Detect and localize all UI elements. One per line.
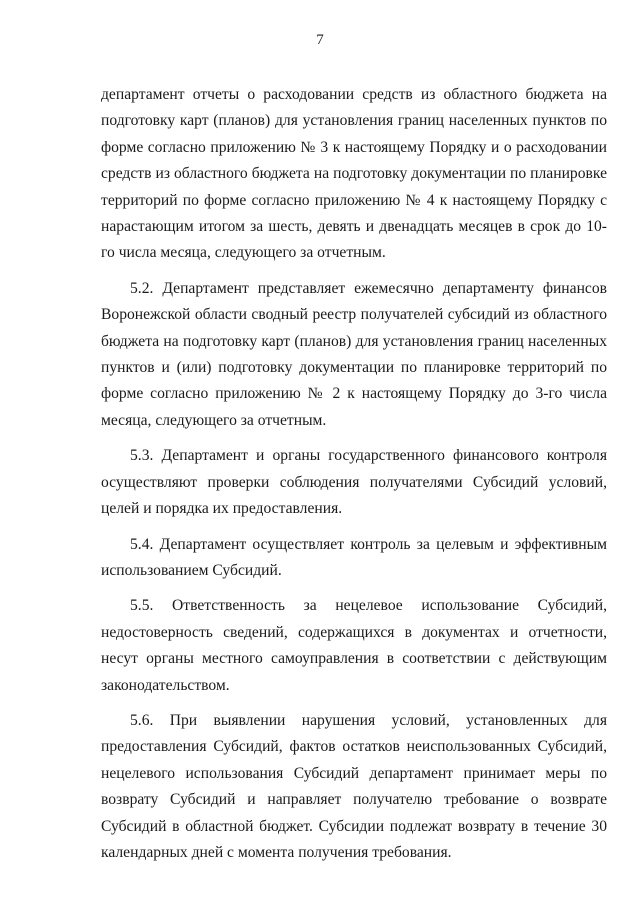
document-body <box>101 82 607 875</box>
paragraph-continuation: департамент отчеты о расходовании средств из областного бюджета на подготовку карт (планов) для установления границ населенных пунктов по форме согласно приложению № 3 к настоящему Порядку и о расходовании средств из областного бюджета на подготовку документации по планировке территорий по форме согласно приложению № 4 к настоящему Порядку с нарастающим итогом за шесть, девять и двенадцать месяцев в срок до 10-го числа месяца, следующего за отчетным. <box>101 86 607 262</box>
paragraph-5-5: 5.5. Ответственность за нецелевое использование Субсидий, недостоверность сведений, содержащихся в документах и отчетности, несут органы местного самоуправления в соответствии с действующим законодательством. <box>101 597 607 694</box>
paragraph-5-3: 5.3. Департамент и органы государственного финансового контроля осуществляют проверки соблюдения получателями Субсидий условий, целей и порядка их предоставления. <box>101 447 607 518</box>
paragraph-5-2: 5.2. Департамент представляет ежемесячно департаменту финансов Воронежской области сводный реестр получателей субсидий из областного бюджета на подготовку карт (планов) для установления границ населенных пунктов и (или) подготовку документации по планировке территорий по форме согласно приложению № 2 к настоящему Порядку до 3-го числа месяца, следующего за отчетным. <box>101 279 607 429</box>
page-number: 7 <box>316 32 324 48</box>
paragraph-5-6: 5.6. При выявлении нарушения условий, установленных для предоставления Субсидий, фактов остатков неиспользованных Субсидий, нецелевого использования Субсидий департамент принимает меры по возврату Субсидий и направляет получателю требование о возврате Субсидий в областной бюджет. Субсидии подлежат возврату в течение 30 календарных дней с момента получения требования. <box>101 711 607 861</box>
paragraph-5-4: 5.4. Департамент осуществляет контроль за целевым и эффективным использованием Субсидий. <box>101 535 607 579</box>
